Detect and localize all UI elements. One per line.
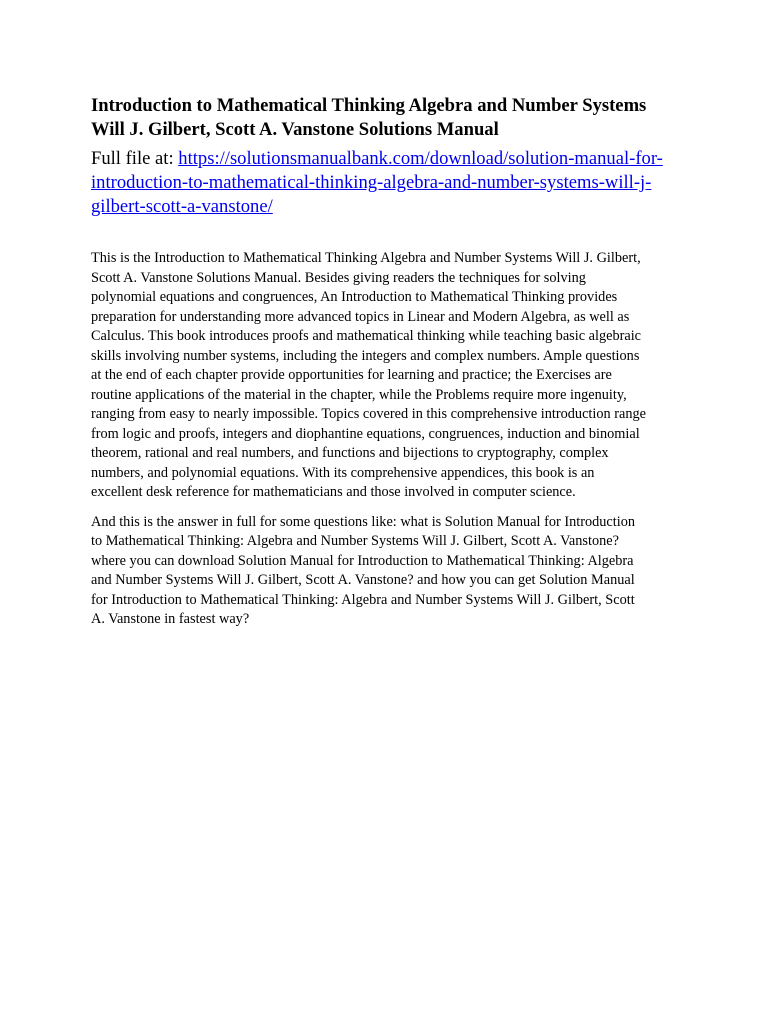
faq-paragraph	[91, 513, 681, 630]
title-line: Will J. Gilbert, Scott A. Vanstone Solutions Manual	[91, 119, 499, 140]
paragraph-line: routine applications of the material in the chapter, while the Problems require more ingenuity,	[91, 386, 627, 403]
paragraph-line: excellent desk reference for mathematicians and those involved in computer science.	[91, 484, 576, 500]
title-line: Introduction to Mathematical Thinking Algebra and Number Systems	[91, 95, 647, 116]
description-paragraph	[91, 249, 681, 503]
paragraph-line: skills involving number systems, including the integers and complex numbers. Ample questions	[91, 347, 640, 364]
paragraph-line: polynomial equations and congruences, An Introduction to Mathematical Thinking provides	[91, 289, 618, 305]
full-file-label: Full file at:	[91, 148, 179, 169]
paragraph-line: ranging from easy to nearly impossible. Topics covered in this comprehensive introduction range	[91, 406, 646, 422]
paragraph-line: theorem, rational and real numbers, and functions and bijections to cryptography, complex	[91, 445, 609, 461]
document-page	[91, 94, 681, 630]
paragraph-line: And this is the answer in full for some questions like: what is Solution Manual for Introduction	[91, 513, 636, 530]
paragraph-line: Calculus. This book introduces proofs and mathematical thinking while teaching basic algebraic	[91, 328, 642, 344]
full-file-block	[91, 147, 681, 219]
paragraph-line: from logic and proofs, integers and diophantine equations, congruences, induction and binomial	[91, 425, 640, 442]
paragraph-line: for Introduction to Mathematical Thinking: Algebra and Number Systems Will J. Gilbert, Scott	[91, 591, 635, 608]
paragraph-line: preparation for understanding more advanced topics in Linear and Modern Algebra, as well as	[91, 308, 630, 325]
download-link[interactable]: https://solutionsmanualbank.com/download/solution-manual-for-	[178, 148, 663, 169]
paragraph-line: and Number Systems Will J. Gilbert, Scott A. Vanstone? and how you can get Solution Manual	[91, 572, 635, 588]
full-file-line	[91, 147, 681, 171]
document-title	[91, 94, 681, 142]
paragraph-line: A. Vanstone in fastest way?	[91, 611, 250, 627]
paragraph-line: Scott A. Vanstone Solutions Manual. Besides giving readers the techniques for solving	[91, 269, 586, 286]
paragraph-line: numbers, and polynomial equations. With its comprehensive appendices, this book is an	[91, 464, 595, 481]
download-link[interactable]: gilbert-scott-a-vanstone/	[91, 196, 273, 217]
paragraph-line: This is the Introduction to Mathematical Thinking Algebra and Number Systems Will J. Gilbert,	[91, 250, 641, 266]
paragraph-line: where you can download Solution Manual for Introduction to Mathematical Thinking: Algebra	[91, 552, 634, 569]
paragraph-line: to Mathematical Thinking: Algebra and Number Systems Will J. Gilbert, Scott A. Vanstone?	[91, 533, 619, 549]
download-link[interactable]: introduction-to-mathematical-thinking-algebra-and-number-systems-will-j-	[91, 172, 652, 193]
paragraph-line: at the end of each chapter provide opportunities for learning and practice; the Exercises are	[91, 367, 612, 383]
